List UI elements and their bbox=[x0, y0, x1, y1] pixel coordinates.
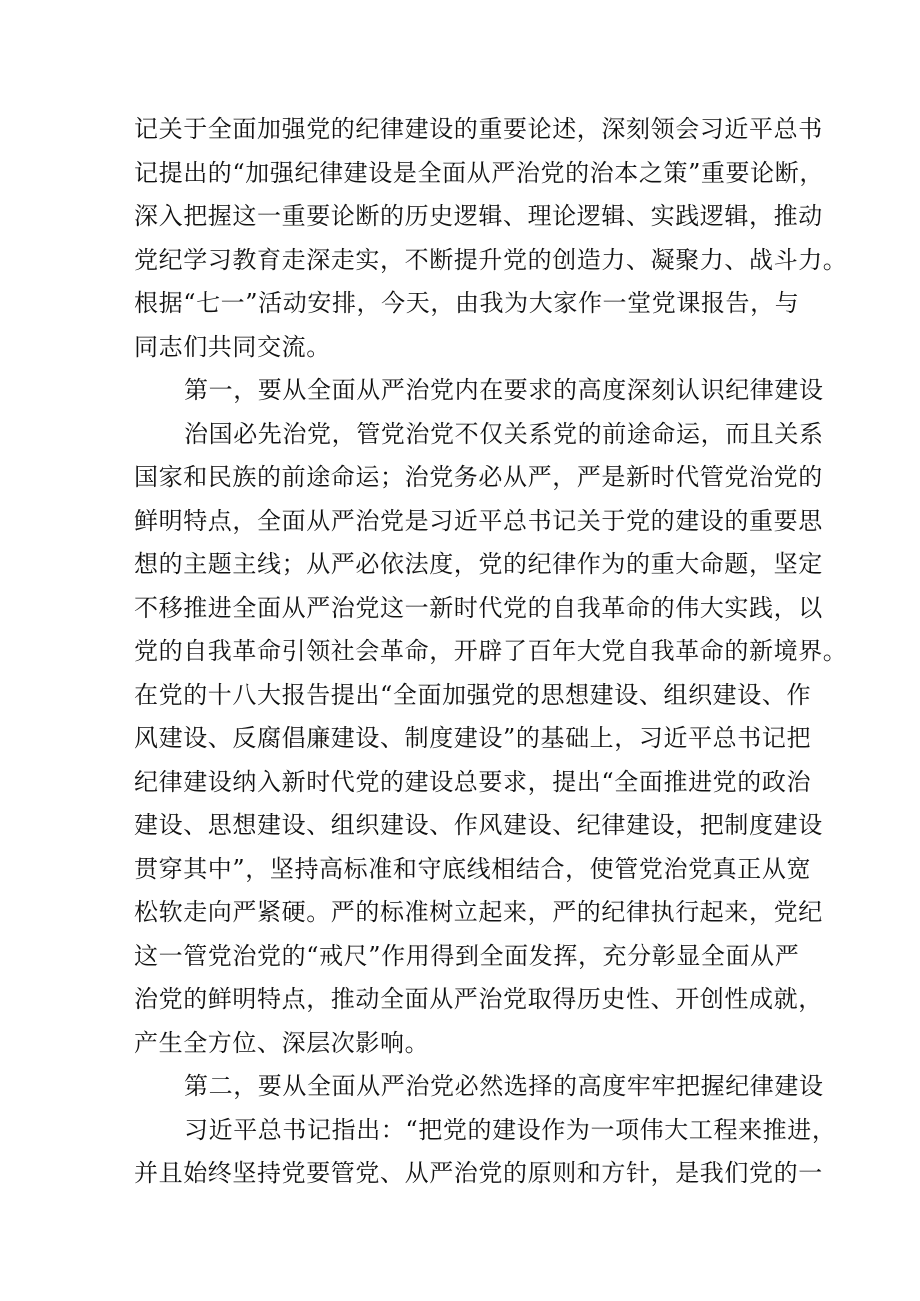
text-line: 建设、思想建设、组织建设、作风建设、纪律建设，把制度建设 bbox=[134, 811, 823, 839]
text-line: 党的自我革命引领社会革命，开辟了百年大党自我革命的新境界。 bbox=[134, 637, 848, 665]
text-line: 这一管党治党的“戒尺”作用得到全面发挥，充分彰显全面从严 bbox=[134, 941, 800, 970]
document-body bbox=[134, 108, 848, 1196]
text-line: 想的主题主线；从严必依法度，党的纪律作为的重大命题，坚定 bbox=[134, 550, 823, 578]
text-line: 深入把握这一重要论断的历史逻辑、理论逻辑、实践逻辑，推动 bbox=[134, 202, 823, 230]
section-heading: 第一，要从全面从严治党内在要求的高度深刻认识纪律建设 bbox=[184, 376, 824, 404]
text-line: 同志们共同交流。 bbox=[134, 332, 331, 361]
text-line: 根据“七一”活动安排，今天，由我为大家作一堂党课报告，与 bbox=[134, 289, 800, 317]
text-line: 风建设、反腐倡廉建设、制度建设”的基础上，习近平总书记把 bbox=[134, 724, 812, 752]
text-line: 产生全方位、深层次影响。 bbox=[134, 1028, 430, 1057]
text-line: 不移推进全面从严治党这一新时代党的自我革命的伟大实践，以 bbox=[134, 593, 823, 622]
paragraph-start-line: 治国必先治党，管党治党不仅关系党的前途命运，而且关系 bbox=[184, 419, 824, 448]
text-line: 治党的鲜明特点，推动全面从严治党取得历史性、开创性成就， bbox=[134, 985, 823, 1013]
text-line: 在党的十八大报告提出“全面加强党的思想建设、组织建设、作 bbox=[134, 680, 812, 709]
text-line: 纪律建设纳入新时代党的建设总要求，提出“全面推进党的政治 bbox=[134, 767, 812, 796]
text-line: 贯穿其中”，坚持高标准和守底线相结合，使管党治党真正从宽 bbox=[134, 854, 812, 883]
text-line: 记关于全面加强党的纪律建设的重要论述，深刻领会习近平总书 bbox=[134, 115, 823, 143]
paragraph-start-line: 习近平总书记指出：“把党的建设作为一项伟大工程来推进， bbox=[184, 1115, 837, 1144]
text-line: 松软走向严紧硬。严的标准树立起来，严的纪律执行起来，党纪 bbox=[134, 898, 823, 926]
text-line: 党纪学习教育走深走实，不断提升党的创造力、凝聚力、战斗力。 bbox=[134, 245, 848, 274]
section-heading: 第二，要从全面从严治党必然选择的高度牢牢把握纪律建设 bbox=[184, 1072, 824, 1100]
text-line: 记提出的“加强纪律建设是全面从严治党的治本之策”重要论断， bbox=[134, 158, 824, 187]
text-line: 国家和民族的前途命运；治党务必从严，严是新时代管党治党的 bbox=[134, 463, 823, 491]
text-line: 并且始终坚持党要管党、从严治党的原则和方针，是我们党的一 bbox=[134, 1159, 823, 1187]
text-line: 鲜明特点，全面从严治党是习近平总书记关于党的建设的重要思 bbox=[134, 506, 823, 535]
